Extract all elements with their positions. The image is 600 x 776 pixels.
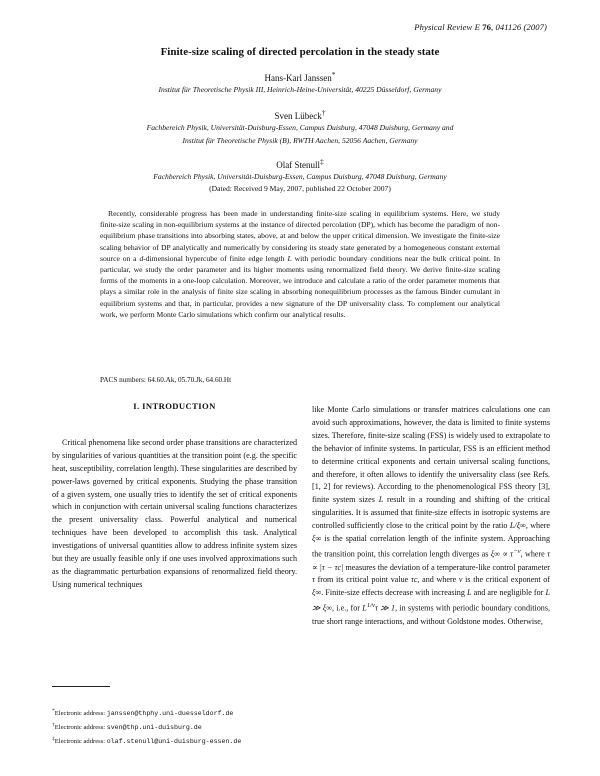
email-link[interactable]: janssen@thphy.uni-duesseldorf.de [106,710,234,718]
intro-continuation: like Monte Carlo simulations or transfer matrices calculations one can avoid such approximations, however, the data is limited to finite systems sizes. Therefore, finite-size scaling (FSS) is widely used to extrapolate to the behavior of infinite systems. In particular, FSS is an efficient method to determine critical exponents and certain universal scaling functions, and therefore, it often allows to identify the universality class (see Refs. [1, 2] for reviews). According to the phenomenological FSS theory [3], finite system sizes L result in a rounding and shifting of the critical singularities. It is assumed that finite-size effects in isotropic systems are controlled sufficiently close to the critical point by the ratio L/ξ∞, where ξ∞ is the spatial correlation length of the infinite system. Approaching the transition point, this correlation length diverges as $\xi\infty \propto \tau^{-\nu}$, where τ ∝ |τ − τc| measures the deviation of a temperature-like control parameter τ from its critical point value τc, and where ν is the critical exponent of ξ∞. Finite-size effects decrease with increasing L and are negligible for L ≫ ξ∞, i.e., for $L^{1/\nu}\tau$ ≫ 1, in systems with periodic boundary conditions, true short range interactions, and without Goldstone modes. Otherwise, [312,405,551,626]
affiliation-luebeck-1: Fachbereich Physik, Universität-Duisburg-Essen, Campus Duisburg, 47048 Duisburg, Germany and [146,123,454,132]
journal-volume: 76 [482,22,491,32]
footnote-stenull: ‡Electronic address: olaf.stenull@uni-duisburg-essen.de [52,735,242,746]
journal-name: Physical Review E [414,22,480,32]
email-link[interactable]: sven@thp.uni-duisburg.de [106,724,202,732]
affiliation-stenull: Fachbereich Physik, Universität-Duisburg-Essen, Campus Duisburg, 47048 Duisburg, Germany [153,172,447,181]
pacs-numbers: PACS numbers: 64.60.Ak, 05.70.Jk, 64.60.Ht [100,376,232,384]
author-luebeck: Sven Lübeck† [274,108,326,121]
journal-header [414,22,547,32]
paper-title: Finite-size scaling of directed percolation in the steady state [160,46,440,58]
affiliation-janssen: Institut für Theoretische Physik III, Heinrich-Heine-Universität, 40225 Düsseldorf, Germany [158,85,442,94]
affiliation-luebeck-2: Institut für Theoretische Physik (B), RWTH Aachen, 52056 Aachen, Germany [182,136,418,145]
footnotes [52,706,312,748]
abstract: Recently, considerable progress has been made in understanding finite-size scaling in equilibrium systems. Here, we study finite-size scaling in non-equilibrium systems at the instance of directed percolation (DP), which has become the paradigm of non-equilibrium phase transitions into absorbing states, above, at and below the upper critical dimension. We investigate the finite-size scaling behavior of DP analytically and numerically by considering its steady state generated by a homogeneous constant external source on a d-dimensional hypercube of finite edge length L with periodic boundary conditions near the bulk critical point. In particular, we study the order parameter and its higher moments using renormalized field theory. We derive finite-size scaling forms of the moments in a one-loop calculation. Moreover, we introduce and calculate a ratio of the order parameter moments that plays a similar role in the analysis of finite size scaling in absorbing nonequilibrium processes as the famous Binder cumulant in equilibrium systems and that, in particular, provides a new signature of the DP universality class. To complement our analytical work, we perform Monte Carlo simulations which confirm our analytical results. [100,209,500,319]
left-column [52,400,297,592]
footnote-luebeck: †Electronic address: sven@thp.uni-duisburg.de [52,721,202,732]
intro-paragraph: Critical phenomena like second order phase transitions are characterized by singularities of various quantities at the transition point (e.g. the specific heat, susceptibility, correlation length). These singularities are described by power-laws governed by critical exponents. Studying the phase transition of a given system, one usually tries to identify the set of critical exponents which in conjunction with certain universal scaling functions characterizes the present universality class. Powerful analytical and numerical techniques have been developed to accomplish this task. Analytical investigations of universal quantities allow to address infinite system sizes but they are usually feasible only if one uses involved approximations such as the diagrammatic perturbation expansions of renormalized field theory. Using numerical techniques [52,437,297,589]
email-link[interactable]: olaf.stenull@uni-duisburg-essen.de [106,738,242,746]
author-stenull: Olaf Stenull‡ [276,157,324,170]
author-janssen: Hans-Karl Janssen* [264,70,336,83]
right-column [312,404,550,629]
footnote-rule [52,686,110,687]
footnote-janssen: *Electronic address: janssen@thphy.uni-duesseldorf.de [52,708,234,718]
dated-line: (Dated: Received 9 May, 2007, published 22 October 2007) [209,184,391,193]
section-heading: I. INTRODUCTION [133,401,216,411]
article-info: , 041126 (2007) [491,22,547,32]
